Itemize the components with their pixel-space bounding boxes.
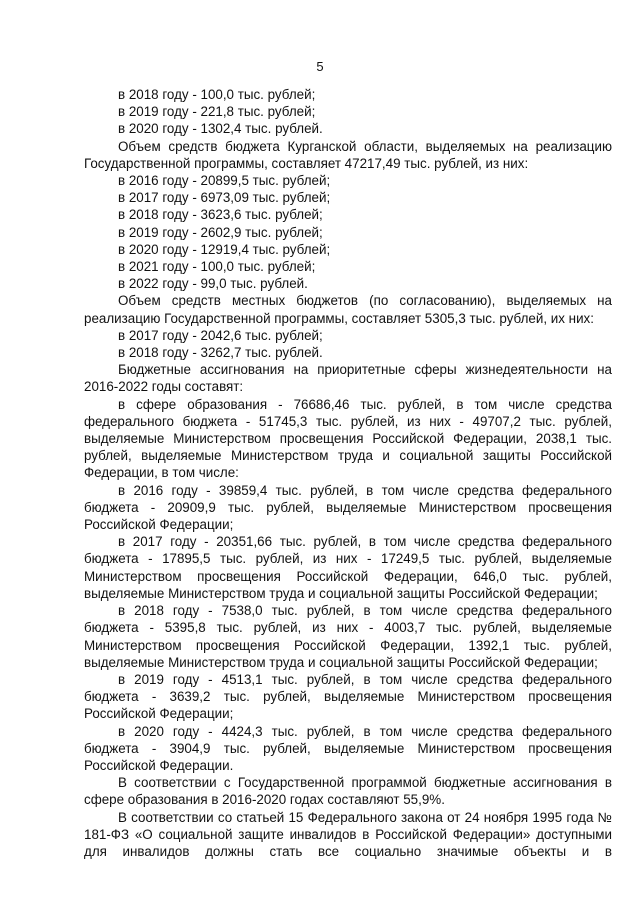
education-paragraph: в сфере образования - 76686,46 тыс. рублей, в том числе средства федерального бюджета - 51745,3 тыс. рублей, из них - 49707,2 тыс. рублей, выделяемые Министерством просвещения Российской Федерации, 2038,1 тыс. рублей, выделяемые Министерством труда и социальной защиты Российской Федерации, в том числе: xyxy=(84,396,612,481)
regional-line-2016: в 2016 году - 20899,5 тыс. рублей; xyxy=(118,173,331,189)
education-2020-paragraph: в 2020 году - 4424,3 тыс. рублей, в том числе средства федерального бюджета - 3904,9 тыс. рублей, выделяемые Министерством просвещения Российской Федерации. xyxy=(84,723,612,773)
education-2019-paragraph: в 2019 году - 4513,1 тыс. рублей, в том числе средства федерального бюджета - 3639,2 тыс. рублей, выделяемые Министерством просвещения Российской Федерации; xyxy=(84,671,612,722)
funding-line-2020: в 2020 году - 1302,4 тыс. рублей. xyxy=(118,121,323,137)
education-share-paragraph: В соответствии с Государственной программой бюджетные ассигнования в сфере образования в 2016-2020 годах составляют 55,9%. xyxy=(84,775,612,808)
page-number: 5 xyxy=(316,59,324,74)
priority-spheres-paragraph: Бюджетные ассигнования на приоритетные сферы жизнедеятельности на 2016-2022 годы составят: xyxy=(84,362,612,395)
funding-line-2018: в 2018 году - 100,0 тыс. рублей; xyxy=(118,87,316,102)
regional-line-2018: в 2018 году - 3623,6 тыс. рублей; xyxy=(118,207,323,223)
local-line-2017: в 2017 году - 2042,6 тыс. рублей; xyxy=(118,327,323,343)
regional-line-2017: в 2017 году - 6973,09 тыс. рублей; xyxy=(118,190,331,206)
funding-line-2019: в 2019 году - 221,8 тыс. рублей; xyxy=(118,104,316,120)
education-2016-paragraph: в 2016 году - 39859,4 тыс. рублей, в том числе средства федерального бюджета - 20909,9 тыс. рублей, выделяемые Министерством просвещения Российской Федерации; xyxy=(84,482,612,533)
regional-budget-paragraph: Объем средств бюджета Курганской области, выделяемых на реализацию Государственной программы, составляет 47217,49 тыс. рублей, из них: xyxy=(84,138,612,171)
local-line-2018: в 2018 году - 3262,7 тыс. рублей. xyxy=(118,345,323,361)
regional-line-2022: в 2022 году - 99,0 тыс. рублей. xyxy=(118,276,308,292)
document-body xyxy=(84,86,612,860)
regional-line-2021: в 2021 году - 100,0 тыс. рублей; xyxy=(118,259,316,275)
education-2018-paragraph: в 2018 году - 7538,0 тыс. рублей, в том числе средства федерального бюджета - 5395,8 тыс. рублей, из них - 4003,7 тыс. рублей, выделяемые Министерством просвещения Российской Федерации, 1392,1 тыс. рублей, выделяемые Министерством труда и социальной защиты Российской Федерации; xyxy=(84,603,612,670)
regional-line-2020: в 2020 году - 12919,4 тыс. рублей; xyxy=(118,241,331,257)
local-budget-paragraph: Объем средств местных бюджетов (по согласованию), выделяемых на реализацию Государственной программы, составляет 5305,3 тыс. рублей, их них: xyxy=(84,293,612,326)
federal-law-paragraph: В соответствии со статьей 15 Федерального закона от 24 ноября 1995 года № 181-ФЗ «О социальной защите инвалидов в Российской Федерации» доступными для инвалидов должны стать все социально значимые объекты и в xyxy=(84,809,612,859)
regional-line-2019: в 2019 году - 2602,9 тыс. рублей; xyxy=(118,224,323,240)
education-2017-paragraph: в 2017 году - 20351,66 тыс. рублей, в том числе средства федерального бюджета - 17895,5 тыс. рублей, из них - 17249,5 тыс. рублей, выделяемые Министерством просвещения Российской Федерации, 646,0 тыс. рублей, выделяемые Министерством труда и социальной защиты Российской Федерации; xyxy=(84,534,612,601)
